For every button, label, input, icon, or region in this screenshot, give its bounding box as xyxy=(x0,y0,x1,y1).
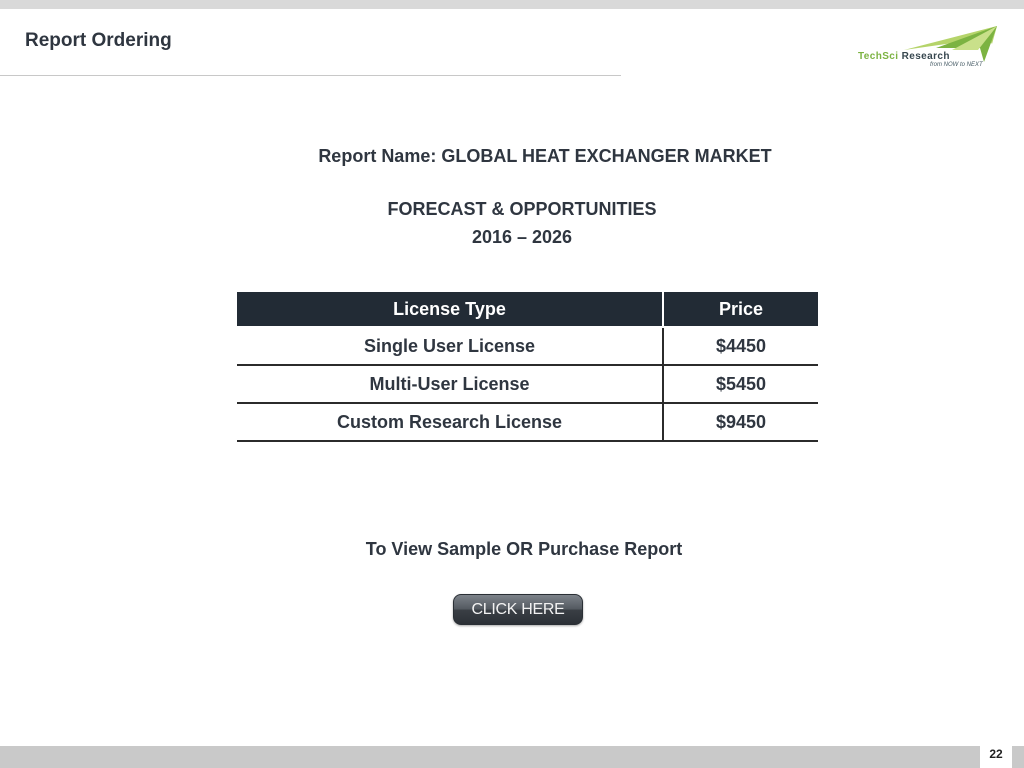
slide-title: Report Ordering xyxy=(25,30,172,51)
table-header-row xyxy=(237,292,818,327)
report-subtitle: FORECAST & OPPORTUNITIES xyxy=(387,199,657,219)
header-license-type: License Type xyxy=(237,292,663,327)
table-row xyxy=(237,327,818,365)
page-number: 22 xyxy=(980,741,1012,768)
header-price: Price xyxy=(663,292,818,327)
bottom-band xyxy=(0,746,1024,768)
logo-word-research: Research xyxy=(901,51,950,62)
license-type-cell: Single User License xyxy=(237,327,663,365)
cta-text: To View Sample OR Purchase Report xyxy=(365,539,683,559)
license-type-cell: Multi-User License xyxy=(237,365,663,403)
license-type-cell: Custom Research License xyxy=(237,403,663,441)
report-name: Report Name: GLOBAL HEAT EXCHANGER MARKET xyxy=(318,146,772,166)
table-row xyxy=(237,403,818,441)
price-cell: $4450 xyxy=(663,327,818,365)
license-price-table xyxy=(237,292,818,442)
logo-word-techsci: TechSci xyxy=(858,51,899,62)
top-band xyxy=(0,0,1024,9)
logo-wordmark xyxy=(858,51,950,62)
techsci-logo xyxy=(856,24,1002,72)
price-cell: $9450 xyxy=(663,403,818,441)
click-here-button[interactable]: CLICK HERE xyxy=(453,594,583,625)
table-row xyxy=(237,365,818,403)
logo-tagline: from NOW to NEXT xyxy=(930,62,983,68)
title-divider xyxy=(0,75,621,76)
price-cell: $5450 xyxy=(663,365,818,403)
report-years: 2016 – 2026 xyxy=(471,227,573,247)
